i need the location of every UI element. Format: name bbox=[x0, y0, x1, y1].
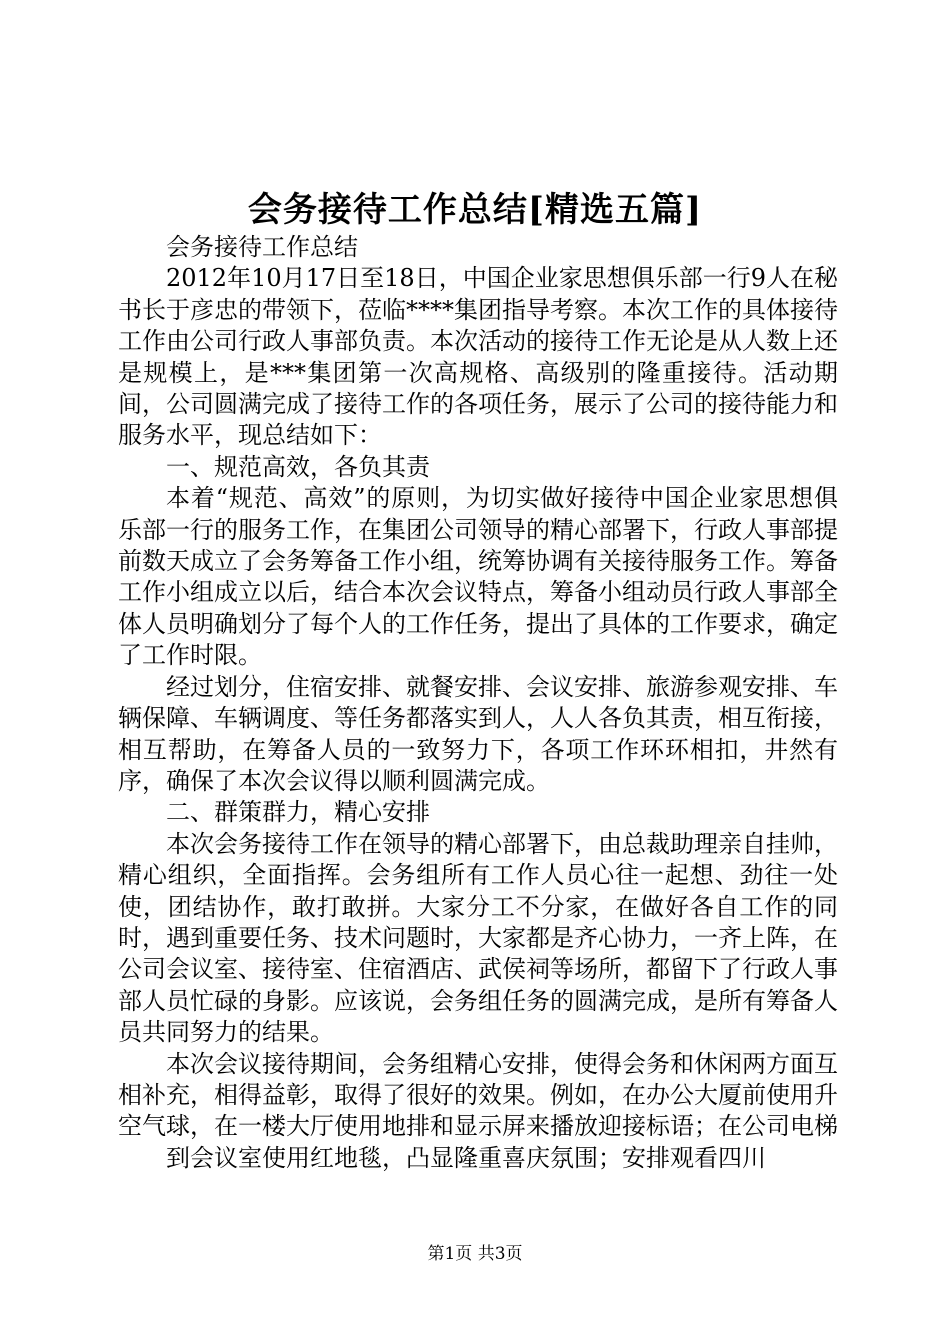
section-heading-2: 二、群策群力，精心安排 bbox=[166, 798, 430, 827]
paragraph: 经过划分，住宿安排、就餐安排、会议安排、旅游参观安排、车辆保障、车辆调度、等任务都落实到人，人人各负其责，相互衔接，相互帮助，在筹备人员的一致努力下，各项工作环环相扣，井然有序，确保了本次会议得以顺利圆满完成。 bbox=[118, 672, 838, 795]
paragraph-subtitle: 会务接待工作总结 bbox=[166, 233, 358, 261]
section-heading-1: 一、规范高效，各负其责 bbox=[166, 452, 430, 481]
paragraph-intro: 2012年10月17日至18日，中国企业家思想俱乐部一行9人在秘书长于彦忠的带领下，莅临****集团指导考察。本次工作的具体接待工作由公司行政人事部负责。本次活动的接待工作无论是从人数上还是规模上，是***集团第一次高规格、高级别的隆重接待。活动期间，公司圆满完成了接待工作的各项任务，展示了公司的接待能力和服务水平，现总结如下： bbox=[118, 264, 838, 450]
document-title: 会务接待工作总结[精选五篇] bbox=[247, 190, 703, 230]
paragraph: 本着“规范、高效”的原则，为切实做好接待中国企业家思想俱乐部一行的服务工作，在集团公司领导的精心部署下，行政人事部提前数天成立了会务筹备工作小组，统筹协调有关接待服务工作。筹备工作小组成立以后，结合本次会议特点，筹备小组动员行政人事部全体人员明确划分了每个人的工作任务，提出了具体的工作要求，确定了工作时限。 bbox=[118, 484, 838, 670]
paragraph: 本次会务接待工作在领导的精心部署下，由总裁助理亲自挂帅，精心组织，全面指挥。会务组所有工作人员心往一起想、劲往一处使，团结协作，敢打敢拼。大家分工不分家，在做好各自工作的同时，遇到重要任务、技术问题时，大家都是齐心协力，一齐上阵，在公司会议室、接待室、住宿酒店、武侯祠等场所，都留下了行政人事部人员忙碌的身影。应该说，会务组任务的圆满完成，是所有筹备人员共同努力的结果。 bbox=[118, 829, 838, 1047]
paragraph: 到会议室使用红地毯，凸显隆重喜庆氛围；安排观看四川 bbox=[166, 1143, 766, 1172]
document-body bbox=[118, 232, 838, 1174]
paragraph: 本次会议接待期间，会务组精心安排，使得会务和休闲两方面互相补充，相得益彰，取得了很好的效果。例如，在办公大厦前使用升空气球，在一楼大厅使用地排和显示屏来播放迎接标语；在公司电梯 bbox=[118, 1049, 838, 1141]
page-number-footer: 第1页 共3页 bbox=[427, 1244, 523, 1264]
